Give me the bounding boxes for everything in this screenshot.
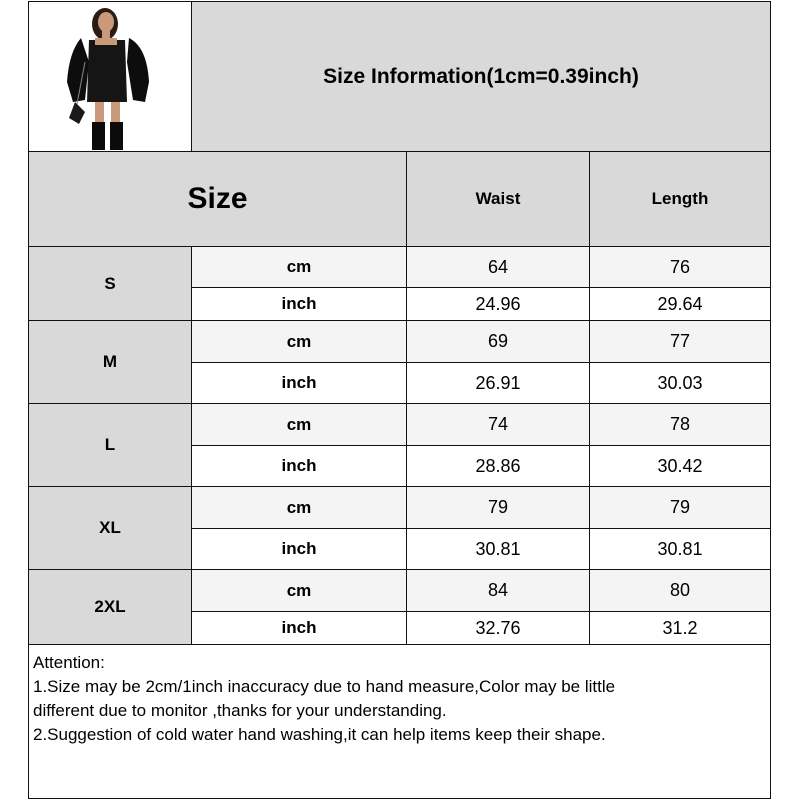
- waist-value: 64: [487, 256, 509, 277]
- unit-label: cm: [286, 497, 312, 517]
- waist-value: 24.96: [475, 293, 521, 314]
- waist-cell: [406, 287, 590, 321]
- waist-value: 26.91: [475, 372, 521, 393]
- size-label: S: [104, 273, 116, 293]
- waist-value: 32.76: [475, 617, 521, 638]
- length-cell: [589, 569, 771, 612]
- length-value: 30.81: [657, 538, 703, 559]
- waist-value: 69: [487, 331, 509, 351]
- unit-label: cm: [286, 580, 312, 600]
- unit-cell: [191, 486, 407, 529]
- unit-cell: [191, 569, 407, 612]
- unit-cell: [191, 528, 407, 570]
- length-cell: [589, 246, 771, 288]
- waist-cell: [406, 362, 590, 404]
- length-value: 76: [669, 256, 691, 277]
- waist-cell: [406, 569, 590, 612]
- size-label: L: [104, 435, 116, 454]
- length-cell: [589, 403, 771, 446]
- unit-label: cm: [286, 414, 312, 434]
- length-cell: [589, 528, 771, 570]
- waist-value: 28.86: [475, 455, 521, 476]
- unit-cell: [191, 445, 407, 487]
- waist-header: Waist: [475, 189, 521, 208]
- unit-cell: [191, 611, 407, 645]
- unit-cell: [191, 287, 407, 321]
- size-header-cell: [28, 151, 407, 247]
- length-cell: [589, 320, 771, 363]
- length-value: 29.64: [657, 293, 703, 314]
- size-cell-s: [28, 246, 192, 321]
- product-photo: [29, 2, 191, 151]
- unit-cell: [191, 320, 407, 363]
- unit-cell: [191, 362, 407, 404]
- unit-label: inch: [281, 294, 317, 313]
- attention-line-1b: different due to monitor ,thanks for your understanding.: [33, 701, 447, 720]
- unit-cell: [191, 403, 407, 446]
- waist-cell: [406, 528, 590, 570]
- waist-cell: [406, 320, 590, 363]
- size-label: M: [102, 352, 118, 371]
- waist-cell: [406, 403, 590, 446]
- length-header-cell: [589, 151, 771, 247]
- unit-label: cm: [286, 257, 312, 276]
- length-value: 79: [669, 497, 691, 517]
- waist-cell: [406, 611, 590, 645]
- attention-heading: Attention:: [33, 653, 105, 672]
- unit-label: cm: [286, 331, 312, 351]
- length-cell: [589, 445, 771, 487]
- waist-cell: [406, 246, 590, 288]
- waist-value: 74: [487, 414, 509, 434]
- page-title: Size Information(1cm=0.39inch): [323, 64, 639, 88]
- length-value: 31.2: [662, 617, 698, 638]
- length-value: 80: [669, 580, 691, 600]
- unit-cell: [191, 246, 407, 288]
- length-cell: [589, 611, 771, 645]
- attention-box: [28, 644, 771, 799]
- size-cell-2xl: [28, 569, 192, 645]
- waist-value: 79: [487, 497, 509, 517]
- waist-cell: [406, 445, 590, 487]
- length-cell: [589, 362, 771, 404]
- size-cell-l: [28, 403, 192, 487]
- waist-cell: [406, 486, 590, 529]
- unit-label: inch: [281, 618, 317, 637]
- size-cell-m: [28, 320, 192, 404]
- length-cell: [589, 486, 771, 529]
- length-value: 78: [669, 414, 691, 434]
- length-header: Length: [651, 189, 709, 208]
- size-cell-xl: [28, 486, 192, 570]
- unit-label: inch: [281, 539, 317, 558]
- title-cell: [191, 1, 771, 152]
- waist-header-cell: [406, 151, 590, 247]
- unit-label: inch: [281, 373, 317, 392]
- attention-line-2: 2.Suggestion of cold water hand washing,it can help items keep their shape.: [33, 725, 606, 744]
- length-cell: [589, 287, 771, 321]
- attention-line-1: 1.Size may be 2cm/1inch inaccuracy due to hand measure,Color may be little: [33, 677, 616, 696]
- size-label: 2XL: [94, 597, 126, 616]
- size-label: XL: [99, 518, 121, 537]
- length-value: 30.42: [657, 455, 703, 476]
- waist-value: 30.81: [475, 538, 521, 559]
- product-image-cell: [28, 1, 192, 152]
- unit-label: inch: [281, 456, 317, 475]
- length-value: 77: [669, 331, 691, 351]
- length-value: 30.03: [657, 372, 703, 393]
- waist-value: 84: [487, 580, 509, 600]
- size-header: Size: [187, 182, 248, 215]
